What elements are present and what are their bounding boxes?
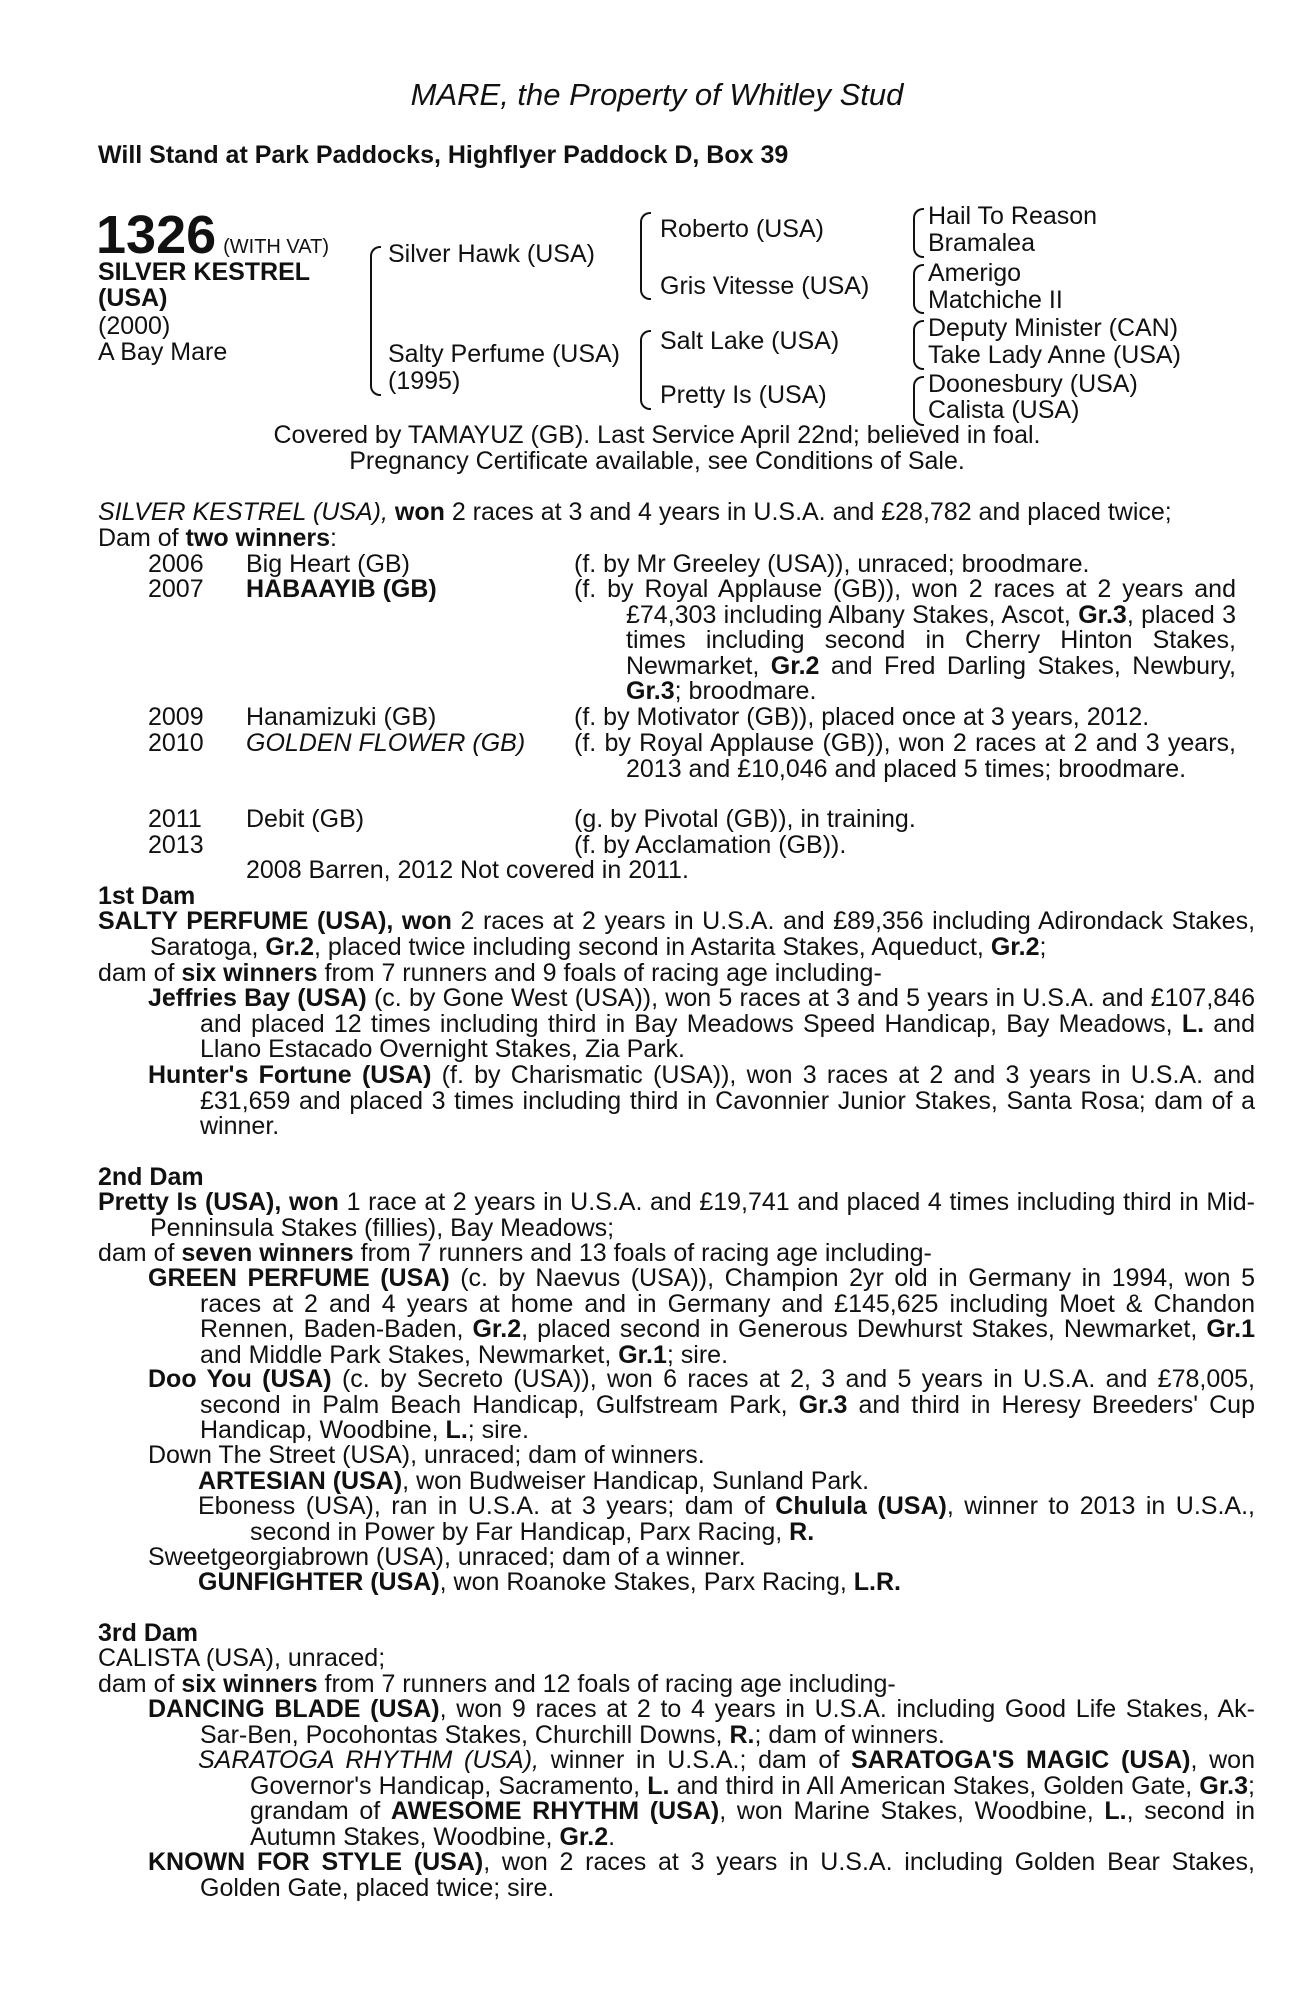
vat-label: (WITH VAT) [223, 236, 329, 258]
stand-location: Will Stand at Park Paddocks, Highflyer Paddock D, Box 39 [98, 141, 789, 169]
progeny-desc: (f. by Royal Applause (GB)), won 2 races at 2 and 3 years, 2013 and £10,046 and placed 5 times; broodmare. [574, 729, 1236, 783]
first-dam-heading: 1st Dam [98, 882, 196, 910]
second-dam-produce: dam of seven winners from 7 runners and 13 foals of racing age including- [98, 1239, 932, 1267]
hunters-fortune-entry: Hunter's Fortune (USA) (f. by Charismatic (USA)), won 3 races at 2 and 3 years in U.S.A. and £31,659 and placed 3 times including third in Cavonnier Junior Stakes, Santa Rosa; dam of a winner. [148, 1061, 1256, 1141]
progeny-name: HABAAYIB (GB) [246, 575, 437, 603]
first-dam-record: SALTY PERFUME (USA), won 2 races at 2 years in U.S.A. and £89,356 including Adirondack Stakes, Saratoga, Gr.2, placed twice including second in Astarita Stakes, Aqueduct, Gr.2; [98, 907, 1256, 961]
horse-year: (2000) [98, 312, 171, 340]
progeny-year: 2010 [148, 729, 204, 757]
bracket-sire [640, 212, 651, 300]
eboness-entry: Eboness (USA), ran in U.S.A. at 3 years; dam of Chulula (USA), winner to 2013 in U.S.A., second in Power by Far Handicap, Parx Racing, R. [198, 1492, 1255, 1546]
doo-you-entry: Doo You (USA) (c. by Secreto (USA)), won 6 races at 2, 3 and 5 years in U.S.A. and £78,005, second in Palm Beach Handicap, Gulfstream Park, Gr.3 and third in Heresy Breeders' Cup Handicap, Woodbine, L.; sire. [148, 1365, 1255, 1445]
winners-count: two winners [185, 523, 331, 552]
bracket-dam [640, 330, 651, 410]
pregnancy-line: Pregnancy Certificate available, see Conditions of Sale. [349, 447, 965, 475]
bracket-gen1 [370, 246, 381, 396]
pedigree-sd: Gris Vitesse (USA) [660, 272, 870, 300]
second-dam-heading: 2nd Dam [98, 1163, 204, 1191]
pedigree-ss: Roberto (USA) [660, 215, 824, 243]
green-perfume-entry: GREEN PERFUME (USA) (c. by Naevus (USA)), Champion 2yr old in Germany in 1994, won 5 races at 2 and 4 years at home and in Germany and £145,625 including Moet & Chandon Rennen, Baden-Baden, Gr.2, placed second in Generous Dewhurst Stakes, Newmarket, Gr.1 and Middle Park Stakes, Newmarket, Gr.1; sire. [148, 1264, 1255, 1369]
bracket-ds [913, 320, 924, 370]
pedigree-ssd: Bramalea [928, 229, 1035, 257]
down-the-street-entry: Down The Street (USA), unraced; dam of winners. [148, 1441, 705, 1469]
pedigree-dds: Doonesbury (USA) [928, 370, 1138, 398]
bracket-ss [913, 208, 924, 258]
progeny-name: GOLDEN FLOWER (GB) [246, 729, 526, 757]
barren-note: 2008 Barren, 2012 Not covered in 2011. [246, 856, 689, 884]
progeny-name: Big Heart (GB) [246, 550, 410, 578]
mare-won: won [394, 498, 445, 526]
progeny-desc: (f. by Royal Applause (GB)), won 2 races at 2 years and £74,303 including Albany Stakes, Ascot, Gr.3, placed 3 times including second in Cherry Hinton Stakes, Newmarket, Gr.2 and Fred Darling Stakes, Newbury, Gr.3; broodmare. [574, 575, 1236, 706]
gunfighter-entry: GUNFIGHTER (USA), won Roanoke Stakes, Parx Racing, L.R. [198, 1568, 901, 1596]
progeny-desc: (g. by Pivotal (GB)), in training. [574, 805, 916, 833]
known-for-style-entry: KNOWN FOR STYLE (USA), won 2 races at 3 years in U.S.A. including Golden Bear Stakes, Golden Gate, placed twice; sire. [148, 1848, 1255, 1902]
second-dam-record: Pretty Is (USA), won 1 race at 2 years in U.S.A. and £19,741 and placed 4 times including third in Mid-Penninsula Stakes (fillies), Bay Meadows; [98, 1188, 1256, 1242]
pedigree-dss: Deputy Minister (CAN) [928, 314, 1179, 342]
saratoga-rhythm-entry: SARATOGA RHYTHM (USA), winner in U.S.A.; dam of SARATOGA'S MAGIC (USA), won Governor's Handicap, Sacramento, L. and third in All American Stakes, Golden Gate, Gr.3; grandam of AWESOME RHYTHM (USA), won Marine Stakes, Woodbine, L., second in Autumn Stakes, Woodbine, Gr.2. [198, 1746, 1256, 1851]
progeny-year: 2013 [148, 831, 204, 859]
covered-line: Covered by TAMAYUZ (GB). Last Service April 22nd; believed in foal. [273, 421, 1041, 449]
progeny-year: 2009 [148, 703, 204, 731]
progeny-name: Hanamizuki (GB) [246, 703, 437, 731]
horse-name: SILVER KESTREL [98, 258, 311, 286]
progeny-name: Debit (GB) [246, 805, 365, 833]
first-dam-produce: dam of six winners from 7 runners and 9 foals of racing age including- [98, 959, 882, 987]
page-title: MARE, the Property of Whitley Stud [410, 77, 904, 112]
mare-record [98, 500, 1203, 551]
progeny-year: 2011 [148, 805, 202, 833]
pedigree-ds: Salt Lake (USA) [660, 327, 840, 355]
horse-description: A Bay Mare [98, 338, 228, 366]
sweetgeorgiabrown-entry: Sweetgeorgiabrown (USA), unraced; dam of a winner. [148, 1543, 746, 1571]
bracket-dd [913, 376, 924, 426]
pedigree-ddd: Calista (USA) [928, 396, 1080, 424]
pedigree-dsd: Take Lady Anne (USA) [928, 341, 1181, 369]
progeny-desc: (f. by Motivator (GB)), placed once at 3 years, 2012. [574, 703, 1150, 731]
dam-of-label: Dam of [98, 523, 179, 552]
jeffries-bay-entry: Jeffries Bay (USA) (c. by Gone West (USA)), won 5 races at 3 and 5 years in U.S.A. and £107,846 and placed 12 times including third in Bay Meadows Speed Handicap, Bay Meadows, L. and Llano Estacado Overnight Stakes, Zia Park. [148, 984, 1255, 1064]
pedigree-dam: Salty Perfume (USA) [388, 340, 621, 368]
lot-number: 1326 [96, 205, 217, 265]
lot-header [96, 205, 329, 265]
progeny-year: 2006 [148, 550, 204, 578]
pedigree-dam-year: (1995) [388, 367, 461, 395]
pedigree-sds: Amerigo [928, 259, 1022, 287]
third-dam-produce: dam of six winners from 7 runners and 12 foals of racing age including- [98, 1670, 896, 1698]
mare-name: SILVER KESTREL (USA), [98, 498, 388, 526]
progeny-desc: (f. by Mr Greeley (USA)), unraced; broodmare. [574, 550, 1090, 578]
pedigree-dd: Pretty Is (USA) [660, 381, 827, 409]
pedigree-sss: Hail To Reason [928, 202, 1098, 230]
bracket-sd [913, 264, 924, 314]
pedigree-sire: Silver Hawk (USA) [388, 240, 595, 268]
third-dam-heading: 3rd Dam [98, 1619, 199, 1647]
progeny-year: 2007 [148, 575, 204, 603]
third-dam-record: CALISTA (USA), unraced; [98, 1644, 386, 1672]
artesian-entry: ARTESIAN (USA), won Budweiser Handicap, Sunland Park. [198, 1467, 870, 1495]
horse-country: (USA) [98, 284, 168, 312]
dancing-blade-entry: DANCING BLADE (USA), won 9 races at 2 to 4 years in U.S.A. including Good Life Stakes, Ak-Sar-Ben, Pocohontas Stakes, Churchill Downs, R.; dam of winners. [148, 1695, 1255, 1749]
colon: : [330, 523, 337, 552]
progeny-desc: (f. by Acclamation (GB)). [574, 831, 847, 859]
mare-text: 2 races at 3 and 4 years in U.S.A. and £28,782 and placed twice; [451, 498, 1172, 526]
pedigree-sdd: Matchiche II [928, 286, 1063, 314]
